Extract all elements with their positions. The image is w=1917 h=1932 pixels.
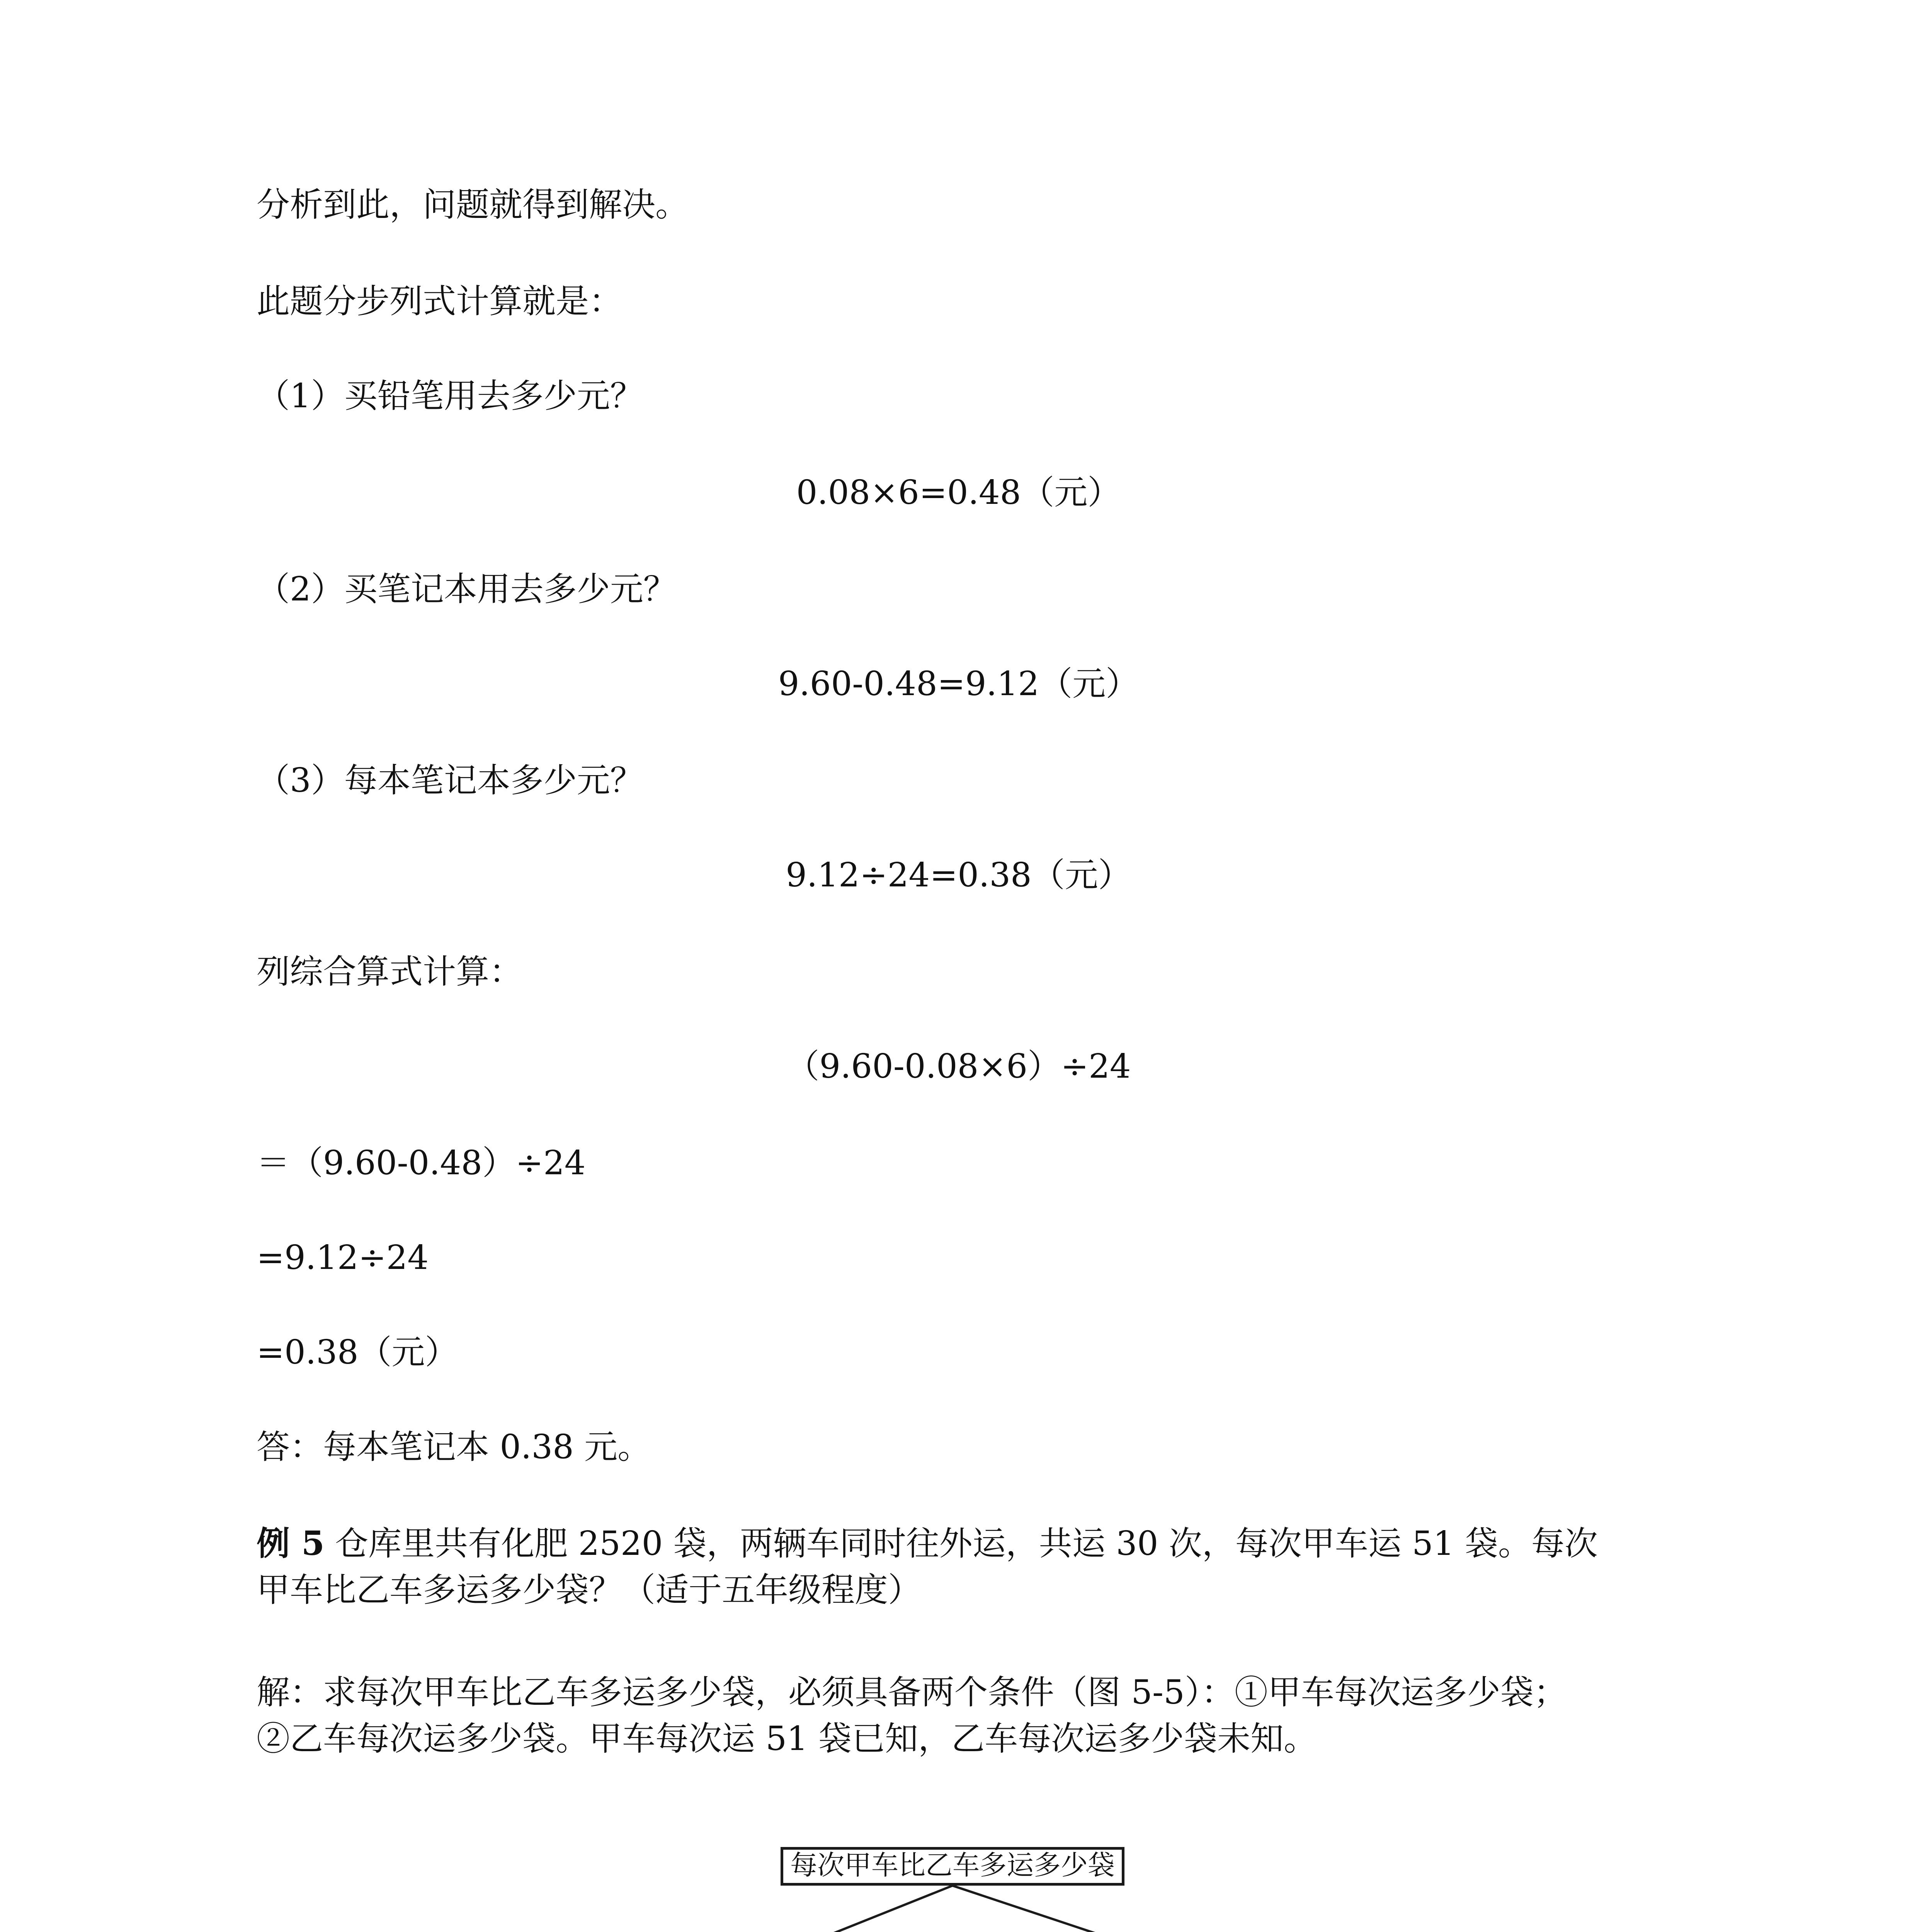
step-question: （2）买笔记本用去多少元？ — [257, 570, 677, 609]
equation: 9.60-0.48=9.12（元） — [778, 665, 1139, 703]
equation: =0.38（元） — [257, 1333, 458, 1372]
step-question: （3）每本笔记本多少元？ — [257, 761, 643, 800]
text-line: 列综合算式计算： — [257, 952, 522, 991]
equation: 9.12÷24=0.38（元） — [786, 856, 1131, 895]
solution-text: 解：求每次甲车比乙车多运多少袋，必须具备两个条件（图 5-5）：①甲车每次运多少袋； — [257, 1673, 1567, 1712]
example-5-paragraph — [257, 1520, 1795, 1613]
solution-text: ②乙车每次运多少袋。甲车每次运 51 袋已知，乙车每次运多少袋未知。 — [257, 1719, 1317, 1758]
example-text: 仓库里共有化肥 2520 袋，两辆车同时往外运，共运 30 次，每次甲车运 51 袋。每次 — [324, 1524, 1598, 1563]
example-label: 例 5 — [257, 1524, 325, 1563]
solution-paragraph — [257, 1669, 1795, 1762]
text-line: 分析到此，问题就得到解决。 — [257, 185, 689, 224]
equation: （9.60-0.08×6）÷24 — [786, 1047, 1131, 1086]
equation: 0.08×6=0.48（元） — [796, 473, 1121, 512]
connector-line — [827, 1886, 953, 1932]
equation: ＝（9.60-0.48）÷24 — [257, 1144, 586, 1182]
example-text: 甲车比乙车多运多少袋？（适于五年级程度） — [257, 1571, 921, 1609]
text-line: 此题分步列式计算就是： — [257, 282, 622, 321]
equation: =9.12÷24 — [257, 1238, 429, 1277]
diagram-root-node: 每次甲车比乙车多运多少袋 — [781, 1847, 1124, 1886]
answer-line: 答：每本笔记本 0.38 元。 — [257, 1428, 651, 1466]
step-question: （1）买铅笔用去多少元？ — [257, 377, 643, 415]
connector-line — [953, 1886, 1103, 1932]
